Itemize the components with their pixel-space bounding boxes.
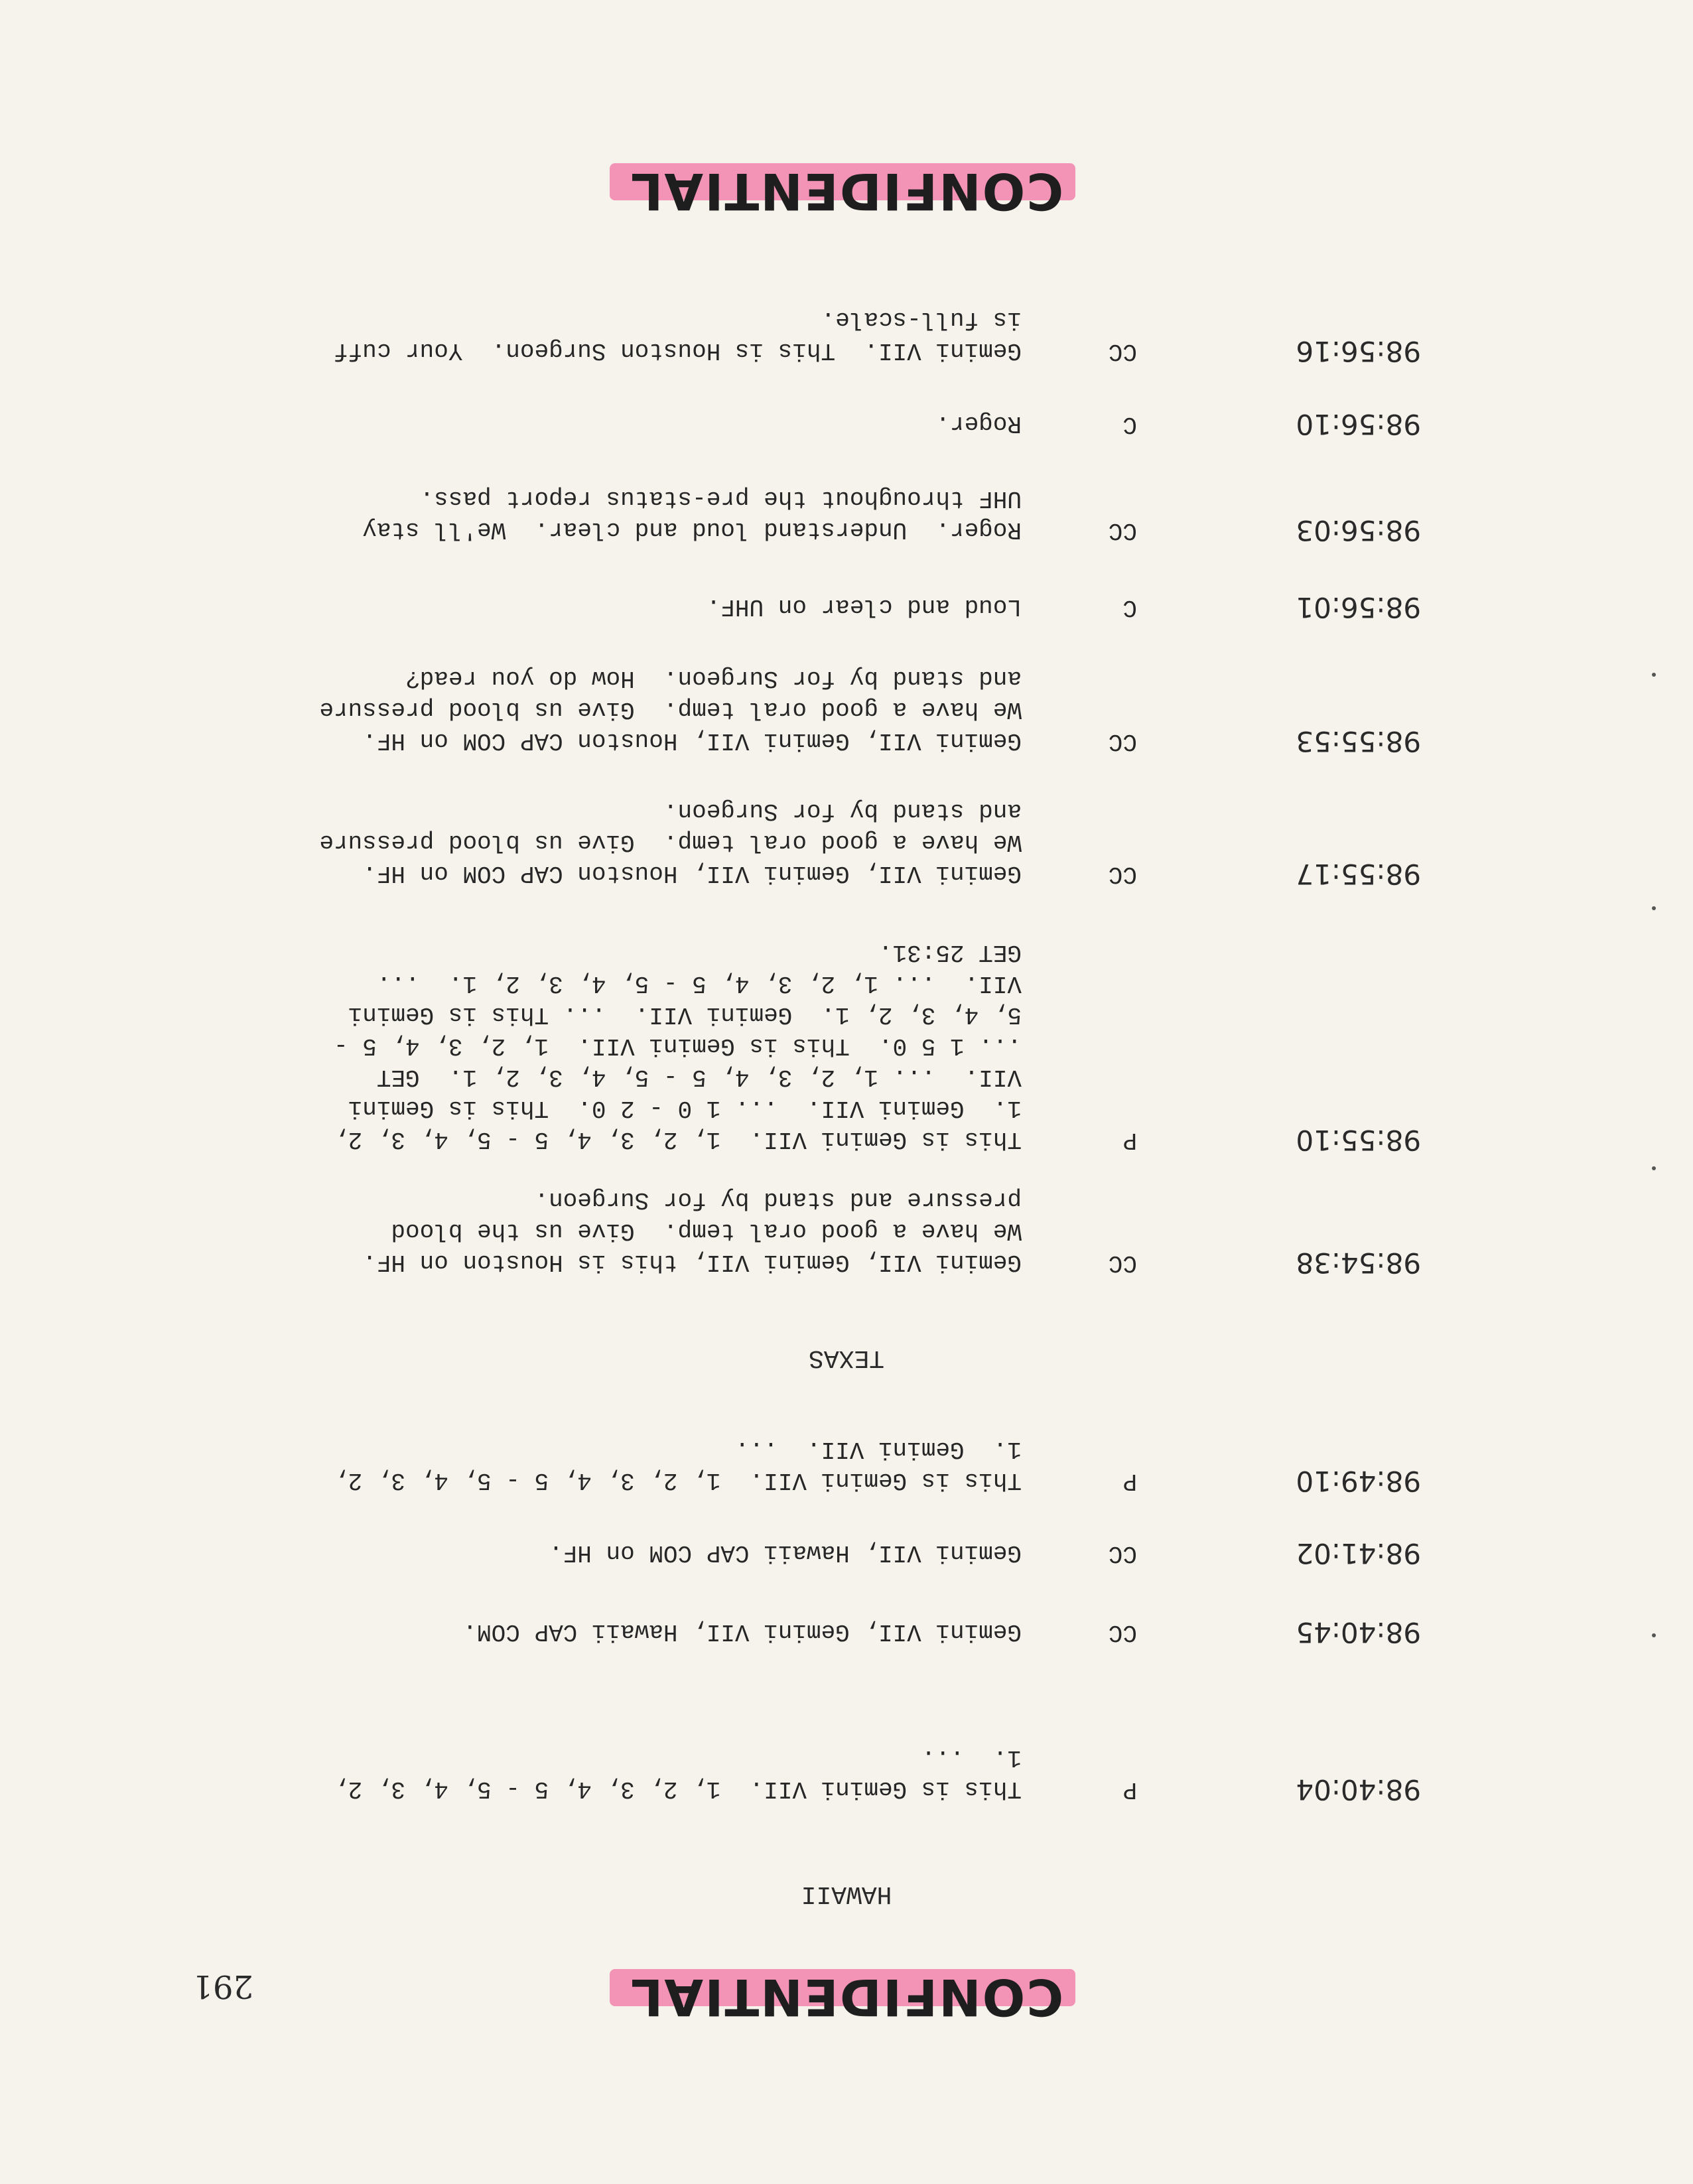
transcript-text bbox=[80, 1184, 1022, 1278]
section-heading-hawaii: HAWAII bbox=[801, 1879, 892, 1908]
speaker-code: CC bbox=[1108, 338, 1137, 365]
transcript-text bbox=[80, 937, 1022, 1155]
text-line: 1. Gemini VII. ... bbox=[734, 1436, 1022, 1463]
section-heading-texas: TEXAS bbox=[808, 1343, 885, 1372]
page-number: 291 bbox=[192, 1968, 253, 2005]
text-line: Gemini VII, Gemini VII, this is Houston on HF. bbox=[362, 1249, 1022, 1276]
confidential-stamp-top bbox=[0, 1962, 1693, 2029]
speaker-code: P bbox=[1122, 1776, 1137, 1803]
timestamp: 98:56:10 bbox=[1296, 408, 1421, 441]
speck bbox=[1652, 1166, 1656, 1170]
speck bbox=[1652, 1633, 1656, 1637]
timestamp: 98:40:04 bbox=[1296, 1773, 1421, 1806]
timestamp: 98:55:17 bbox=[1296, 858, 1421, 890]
confidential-stamp-bottom bbox=[0, 157, 1693, 223]
timestamp: 98:55:10 bbox=[1296, 1124, 1421, 1156]
timestamp: 98:56:03 bbox=[1296, 514, 1421, 547]
speaker-code: CC bbox=[1108, 1619, 1137, 1646]
text-line: and stand by for Surgeon. bbox=[663, 797, 1022, 825]
text-line: and stand by for Surgeon. How do you read? bbox=[405, 665, 1022, 692]
speaker-code: CC bbox=[1108, 517, 1137, 544]
transcript-text bbox=[80, 483, 1022, 545]
text-line: 1. ... bbox=[921, 1744, 1022, 1771]
transcript-text bbox=[80, 795, 1022, 889]
text-line: This is Gemini VII. 1, 2, 3, 4, 5 - 5, 4, 3, 2, bbox=[334, 1775, 1022, 1803]
speaker-code: CC bbox=[1108, 728, 1137, 755]
speaker-code: P bbox=[1122, 1126, 1137, 1154]
text-line: pressure and stand by for Surgeon. bbox=[534, 1186, 1022, 1213]
text-line: Gemini VII, Gemini VII, Houston CAP COM on HF. bbox=[362, 860, 1022, 887]
text-line: Gemini VII. This is Houston Surgeon. Your cuff bbox=[334, 337, 1022, 364]
text-line: is full-scale. bbox=[821, 306, 1022, 333]
text-line: This is Gemini VII. 1, 2, 3, 4, 5 - 5, 4, 3, 2, bbox=[334, 1467, 1022, 1494]
text-line: We have a good oral temp. Give us blood pressure bbox=[319, 829, 1022, 856]
text-line: GET 25:31. bbox=[878, 939, 1022, 966]
text-line: Gemini VII, Hawaii CAP COM on HF. bbox=[549, 1539, 1022, 1566]
transcript-text bbox=[80, 408, 1022, 439]
timestamp: 98:54:38 bbox=[1296, 1247, 1421, 1279]
timestamp: 98:56:16 bbox=[1296, 335, 1421, 368]
transcript-text bbox=[80, 1434, 1022, 1496]
transcript-text bbox=[80, 1537, 1022, 1568]
text-line: UHF throughout the pre-status report pass. bbox=[419, 485, 1022, 512]
text-line: VII. ... 1, 2, 3, 4, 5 - 5, 4, 3, 2, 1. GET bbox=[376, 1063, 1022, 1091]
text-line: 1. Gemini VII. ... 1 0 - 2 0. This is Gemini bbox=[348, 1095, 1022, 1122]
transcript-text bbox=[80, 1742, 1022, 1805]
text-line: Loud and clear on UHF. bbox=[706, 593, 1022, 620]
text-line: 5, 4, 3, 2, 1. Gemini VII. ... This is Gemini bbox=[348, 1001, 1022, 1028]
text-line: We have a good oral temp. Give us the blood bbox=[391, 1217, 1022, 1245]
speaker-code: C bbox=[1122, 594, 1137, 621]
transcript-text bbox=[80, 304, 1022, 366]
speaker-code: C bbox=[1122, 411, 1137, 438]
speck bbox=[1652, 906, 1656, 910]
speaker-code: CC bbox=[1108, 1249, 1137, 1276]
speaker-code: CC bbox=[1108, 1540, 1137, 1567]
stamp-label: CONFIDENTIAL bbox=[629, 162, 1064, 221]
text-line: Gemini VII, Gemini VII, Houston CAP COM on HF. bbox=[362, 727, 1022, 754]
stamp-label: CONFIDENTIAL bbox=[629, 1968, 1064, 2027]
text-line: Roger. Understand loud and clear. We'll stay bbox=[362, 516, 1022, 543]
timestamp: 98:40:45 bbox=[1296, 1616, 1421, 1649]
text-line: We have a good oral temp. Give us blood pressure bbox=[319, 696, 1022, 723]
speaker-code: CC bbox=[1108, 860, 1137, 888]
text-line: This is Gemini VII. 1, 2, 3, 4, 5 - 5, 4, 3, 2, bbox=[334, 1126, 1022, 1153]
speck bbox=[1652, 673, 1656, 677]
transcript-text bbox=[80, 663, 1022, 756]
transcript-text bbox=[80, 591, 1022, 622]
text-line: Gemini VII, Gemini VII, Hawaii CAP COM. bbox=[462, 1618, 1022, 1645]
timestamp: 98:56:01 bbox=[1296, 591, 1421, 624]
text-line: Roger. bbox=[935, 410, 1022, 437]
stamp-highlight bbox=[624, 1965, 1069, 2029]
timestamp: 98:49:10 bbox=[1296, 1465, 1421, 1497]
timestamp: 98:41:02 bbox=[1296, 1537, 1421, 1570]
text-line: VII. ... 1, 2, 3, 4, 5 - 5, 4, 3, 2, 1. ... bbox=[376, 970, 1022, 997]
speaker-code: P bbox=[1122, 1467, 1137, 1495]
stamp-highlight bbox=[624, 159, 1069, 223]
text-line: ... 1 5 0. This is Gemini VII. 1, 2, 3, 4, 5 - bbox=[334, 1032, 1022, 1059]
transcript-text bbox=[80, 1616, 1022, 1647]
timestamp: 98:55:53 bbox=[1296, 725, 1421, 758]
